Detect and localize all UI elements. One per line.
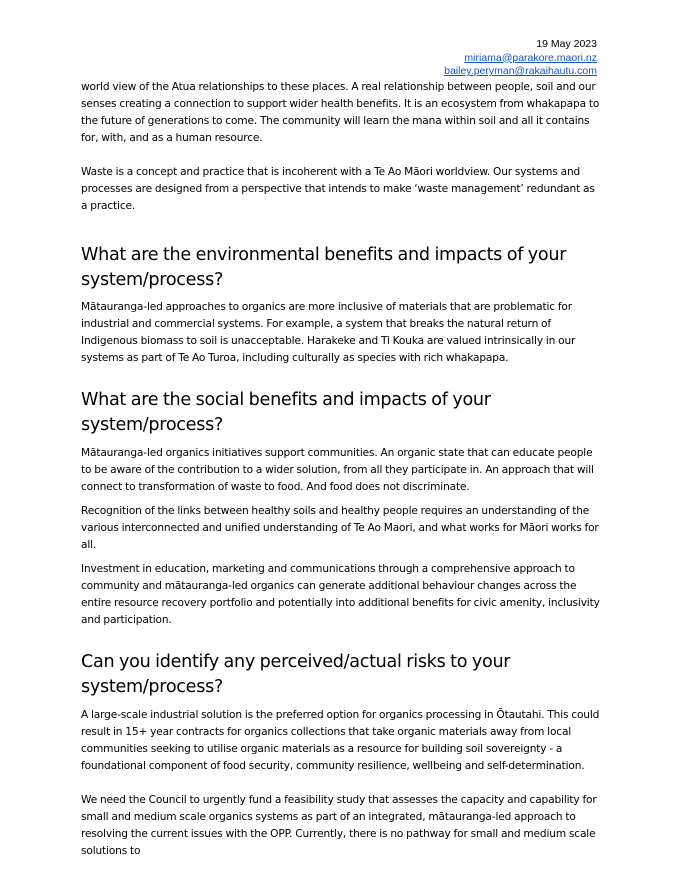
intro-paragraph-1: world view of the Atua relationships to these places. A real relationship between people, soil and our senses creating a connection to support wider health benefits. It is an ecosystem from whakapapa to the future of generations to come. The community will learn the mana within soil and all it contains for, with, and as a human resource. [81, 81, 600, 144]
email-link-bailey[interactable]: bailey.peryman@rakaihautu.com [444, 65, 597, 77]
environmental-paragraph-1: Mātauranga-led approaches to organics are more inclusive of materials that are problematic for industrial and commercial systems. For example, a system that breaks the natural return of Indigenous biomass to soil is unacceptable. Harakeke and Ti Kouka are valued intrinsically in our systems as part of Te Ao Turoa, including culturally as species with rich whakapapa. [81, 301, 576, 364]
section-risks-heading-wrap [81, 650, 601, 700]
section-heading-environmental: What are the environmental benefits and impacts of your system/process? [81, 245, 567, 290]
paragraph-spacer [81, 147, 601, 164]
document-body [81, 79, 601, 860]
section-environmental-heading-wrap [81, 243, 601, 293]
paragraph-spacer [81, 775, 601, 792]
risks-paragraph-2: We need the Council to urgently fund a feasibility study that assesses the capacity and capability for small and medium scale organics systems as part of an integrated, mātauranga-led approach to resolving the current issues with the OPP. Currently, there is no pathway for small and medium scale solutions to [81, 794, 597, 857]
social-paragraph-2: Recognition of the links between healthy soils and healthy people requires an understanding of the various interconnected and unified understanding of Te Ao Maori, and what works for Māori works for all. [81, 505, 599, 551]
risks-paragraph-1: A large-scale industrial solution is the preferred option for organics processing in Ōtautahi. This could result in 15+ year contracts for organics collections that take organic materials away from local communities seeking to utilise organic materials as a resource for building soil sovereignty - a foundational component of food security, community resilience, wellbeing and self-determination. [81, 709, 600, 772]
social-paragraph-1: Mātauranga-led organics initiatives support communities. An organic state that can educate people to be aware of the contribution to a wider solution, from all they participate in. An approach that will connect to transformation of waste to food. And food does not discriminate. [81, 447, 594, 493]
letter-header [444, 38, 597, 79]
document-date: 19 May 2023 [536, 38, 597, 50]
paragraph-spacer [81, 496, 601, 503]
section-social-heading-wrap [81, 388, 601, 438]
section-heading-social: What are the social benefits and impacts of your system/process? [81, 390, 491, 435]
social-paragraph-3: Investment in education, marketing and communications through a comprehensive approach to community and mātauranga-led organics can generate additional behaviour changes across the entire resource recovery portfolio and potentially into additional benefits for civic amenity, inclusivity and participation. [81, 563, 600, 626]
intro-paragraph-2: Waste is a concept and practice that is incoherent with a Te Ao Māori worldview. Our systems and processes are designed from a perspective that intends to make ‘waste management’ redundant as a practice. [81, 166, 595, 212]
section-heading-risks: Can you identify any perceived/actual risks to your system/process? [81, 652, 511, 697]
email-link-miriama[interactable]: miriama@parakore.maori.nz [464, 51, 597, 64]
paragraph-spacer [81, 554, 601, 561]
